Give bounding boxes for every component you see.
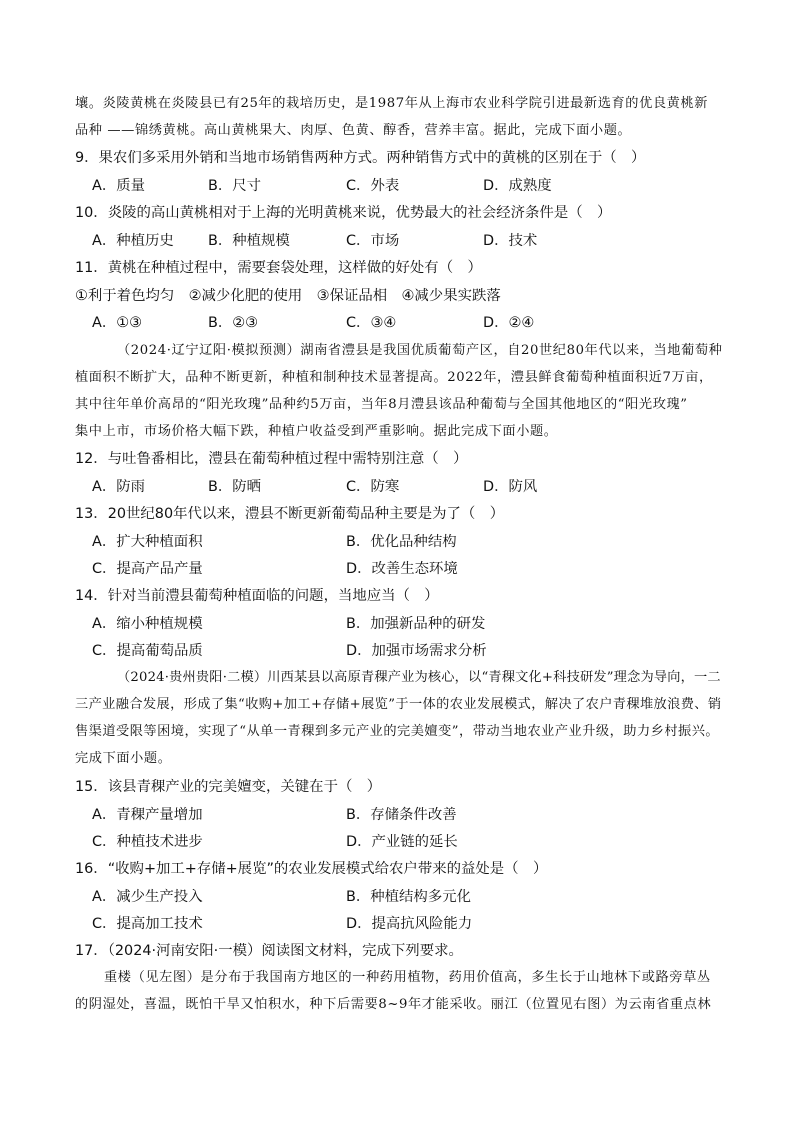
- option-c: C．提高葡萄品质: [92, 643, 203, 659]
- option-b: B．②③: [208, 315, 259, 331]
- question-9: 9．果农们多采用外销和当地市场销售两种方式。两种销售方式中的黄桃的区别在于（ ）: [75, 150, 646, 166]
- option-b: B．加强新品种的研发: [346, 616, 486, 632]
- option-b: B．种植结构多元化: [346, 889, 471, 905]
- option-c: C．提高产品产量: [92, 561, 203, 577]
- option-d: D．技术: [483, 233, 538, 249]
- passage-line: 品种 ——锦绣黄桃。高山黄桃果大、肉厚、色黄、醇香，营养丰富。据此，完成下面小题。: [75, 123, 632, 138]
- option-c: C．种植技术进步: [92, 834, 203, 850]
- option-d: D．产业链的延长: [346, 834, 458, 850]
- passage-line: 集中上市，市场价格大幅下跌，种植户收益受到严重影响。据此完成下面小题。: [75, 424, 558, 439]
- question-12: 12．与吐鲁番相比，澧县在葡萄种植过程中需特别注意（ ）: [75, 451, 468, 467]
- option-c: C．防寒: [346, 479, 400, 495]
- option-b: B．存储条件改善: [346, 807, 457, 823]
- option-a: A．青稞产量增加: [92, 807, 203, 823]
- passage-line: 重楼（见左图）是分布于我国南方地区的一种药用植物，药用价值高，多生长于山地林下或路旁草丛: [104, 970, 711, 985]
- option-c: C．③④: [346, 315, 397, 331]
- option-d: D．提高抗风险能力: [346, 916, 473, 932]
- option-d: D．加强市场需求分析: [346, 643, 487, 659]
- passage-line: 三产业融合发展，形成了集“收购+加工+存储+展览”于一体的农业发展模式，解决了农户青稞堆放浪费、销: [75, 697, 722, 712]
- passage-line: 其中往年单价高昂的“阳光玫瑰”品种约5万亩，当年8月澧县该品种葡萄与全国其他地区的“阳光玫瑰”: [75, 397, 688, 412]
- option-d: D．防风: [483, 479, 538, 495]
- passage-line: 售渠道受限等困境，实现了“从单一青稞到多元产业的完美嬗变”，带动当地农业产业升级，助力乡村振兴。: [75, 724, 720, 739]
- option-a: A．减少生产投入: [92, 889, 203, 905]
- option-a: A．种植历史: [92, 233, 174, 249]
- option-d: D．成熟度: [483, 178, 552, 194]
- option-b: B．防晒: [208, 479, 262, 495]
- option-b: B．优化品种结构: [346, 534, 457, 550]
- option-a: A．质量: [92, 178, 146, 194]
- option-b: B．尺寸: [208, 178, 262, 194]
- question-10: 10．炎陵的高山黄桃相对于上海的光明黄桃来说，优势最大的社会经济条件是（ ）: [75, 205, 612, 221]
- passage-line: 完成下面小题。: [75, 751, 172, 766]
- passage-line: 壤。炎陵黄桃在炎陵县已有25年的栽培历史，是1987年从上海市农业科学院引进最新选育的优良黄桃新: [75, 96, 709, 111]
- passage-line: 植面积不断扩大，品种不断更新，种植和制种技术显著提高。2022年，澧县鲜食葡萄种植面积近7万亩，: [75, 370, 713, 385]
- option-c: C．提高加工技术: [92, 916, 203, 932]
- option-d: D．改善生态环境: [346, 561, 458, 577]
- passage-line: 的阴湿处，喜温，既怕干旱又怕积水，种下后需要8~9年才能采收。丽江（位置见右图）为云南省重点林: [75, 997, 712, 1012]
- option-a: A．扩大种植面积: [92, 534, 203, 550]
- passage-line: （2024·辽宁辽阳·模拟预测）湖南省澧县是我国优质葡萄产区，自20世纪80年代以来，当地葡萄种: [117, 343, 723, 358]
- question-11: 11．黄桃在种植过程中，需要套袋处理，这样做的好处有（ ）: [75, 260, 482, 276]
- question-14: 14．针对当前澧县葡萄种植面临的问题，当地应当（ ）: [75, 588, 439, 604]
- option-d: D．②④: [483, 315, 535, 331]
- option-a: A．防雨: [92, 479, 146, 495]
- question-11-statements: ①利于着色均匀 ②减少化肥的使用 ③保证品相 ④减少果实跌落: [75, 288, 501, 304]
- question-16: 16．“收购+加工+存储+展览”的农业发展模式给农户带来的益处是（ ）: [75, 861, 548, 877]
- question-13: 13．20世纪80年代以来，澧县不断更新葡萄品种主要是为了（ ）: [75, 506, 505, 522]
- option-a: A．①③: [92, 315, 143, 331]
- option-c: C．外表: [346, 178, 400, 194]
- passage-line: （2024·贵州贵阳·二模）川西某县以高原青稞产业为核心，以“青稞文化+科技研发”理念为导向，一二: [117, 670, 721, 685]
- option-c: C．市场: [346, 233, 400, 249]
- question-17: 17．（2024·河南安阳·一模）阅读图文材料，完成下列要求。: [75, 943, 463, 959]
- option-b: B．种植规模: [208, 233, 290, 249]
- question-15: 15．该县青稞产业的完美嬗变，关键在于（ ）: [75, 779, 382, 795]
- option-a: A．缩小种植规模: [92, 616, 203, 632]
